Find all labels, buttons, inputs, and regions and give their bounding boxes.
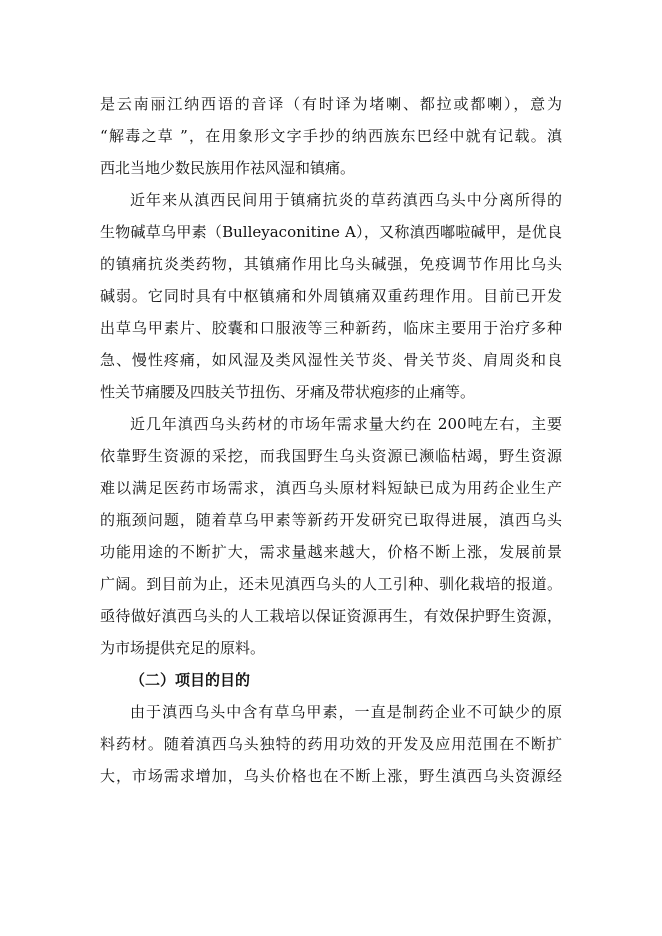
text-line: 是云南丽江纳西语的音译（有时译为堵喇、都拉或都喇），意为: [100, 95, 562, 113]
text-line: 大，市场需求增加，乌头价格也在不断上涨，野生滇西乌头资源经: [100, 767, 562, 785]
text-line: 的瓶颈问题，随着草乌甲素等新药开发研究已取得进展，滇西乌头: [100, 511, 562, 529]
text-line: 依靠野生资源的采挖，而我国野生乌头资源已濒临枯竭，野生资源: [100, 447, 562, 465]
text-line: 生物碱草乌甲素（Bulleyaconitine A），又称滇西嘟啦碱甲，是优良: [100, 223, 562, 241]
text-line: 亟待做好滇西乌头的人工栽培以保证资源再生，有效保护野生资源，: [100, 607, 562, 625]
text-line: “解毒之草 ”，在用象形文字手抄的纳西族东巴经中就有记载。滇: [100, 127, 562, 145]
text-line: 功能用途的不断扩大，需求量越来越大，价格不断上涨，发展前景: [100, 543, 562, 561]
text-line: 近年来从滇西民间用于镇痛抗炎的草药滇西乌头中分离所得的: [130, 191, 562, 209]
text-line: 性关节痛腰及四肢关节扭伤、牙痛及带状疱疹的止痛等。: [100, 383, 476, 401]
paragraph-1: [100, 88, 562, 184]
text-line: 急、慢性疼痛，如风湿及类风湿性关节炎、骨关节炎、肩周炎和良: [100, 351, 562, 369]
text-line: 的镇痛抗炎类药物，其镇痛作用比乌头碱强，免疫调节作用比乌头: [100, 255, 562, 273]
text-line: 难以满足医药市场需求，滇西乌头原材料短缺已成为用药企业生产: [100, 479, 562, 497]
text-line: 由于滇西乌头中含有草乌甲素，一直是制药企业不可缺少的原: [130, 703, 562, 721]
text-line: 碱弱。它同时具有中枢镇痛和外周镇痛双重药理作用。目前已开发: [100, 287, 562, 305]
paragraph-4: [100, 696, 562, 792]
text-line: 料药材。随着滇西乌头独特的药用功效的开发及应用范围在不断扩: [100, 735, 562, 753]
paragraph-3: [100, 408, 562, 664]
text-line: 广阔。到目前为止，还未见滇西乌头的人工引种、驯化栽培的报道。: [100, 575, 562, 593]
text-line: 近几年滇西乌头药材的市场年需求量大约在 200吨左右，主要: [130, 415, 562, 433]
paragraph-2: [100, 184, 562, 408]
text-line: 西北当地少数民族用作祛风湿和镇痛。: [100, 159, 356, 177]
section-heading: （二）项目的目的: [130, 671, 251, 689]
text-line: 为市场提供充足的原料。: [100, 639, 266, 657]
text-line: 出草乌甲素片、胶囊和口服液等三种新药，临床主要用于治疗多种: [100, 319, 562, 337]
document-body: [100, 88, 562, 792]
